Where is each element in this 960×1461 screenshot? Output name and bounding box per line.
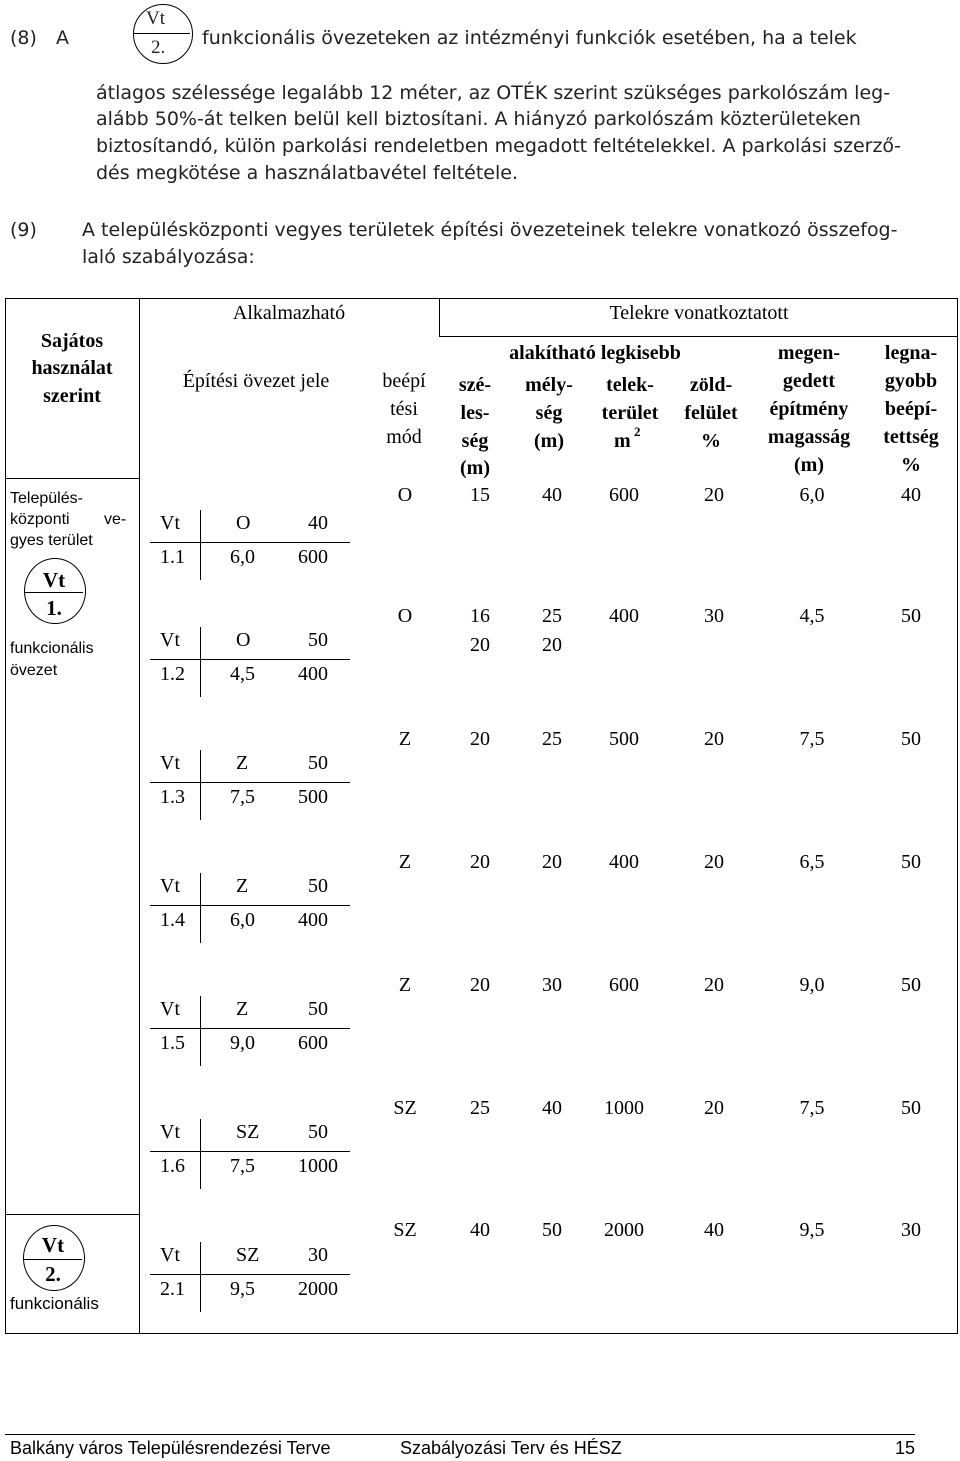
zone-box-hline [150, 542, 350, 543]
header-text: % [701, 430, 721, 452]
header-text: les- [460, 402, 490, 424]
zone-box-vline [200, 750, 201, 820]
cell-green: 20 [704, 484, 724, 506]
cell-area: 500 [609, 728, 639, 750]
zone-top-label: Vt [41, 1233, 65, 1257]
zone-min-area: 2000 [298, 1278, 338, 1300]
cell-green: 20 [704, 728, 724, 750]
zone-box-vline [200, 996, 201, 1066]
zone-top-label: Vt [42, 568, 66, 592]
cell-mode: SZ [393, 1219, 417, 1241]
zone-min-area: 500 [298, 786, 328, 808]
header-text: legna- [884, 342, 938, 364]
zone-box-vline [200, 627, 201, 697]
header-text: tési [390, 398, 418, 420]
zone-box-hline [150, 659, 350, 660]
cell-area: 1000 [604, 1097, 644, 1119]
header-text: megen- [777, 342, 841, 364]
header-text: Sajátos [40, 330, 104, 352]
header-text: gedett [782, 370, 836, 392]
header-telekre: Telekre vonatkoztatott [609, 302, 789, 324]
zone-code: Vt [160, 875, 180, 897]
footer-title: Balkány város Településrendezési Terve [10, 1438, 331, 1458]
col-sep-1 [139, 298, 140, 1334]
header-text: szerint [43, 385, 101, 407]
group-label-text: központi [10, 511, 70, 528]
zone-height: 9,5 [230, 1278, 255, 1300]
zone-sub: 1.6 [160, 1155, 185, 1177]
footer-subtitle: Szabályozási Terv és HÉSZ [400, 1438, 622, 1458]
cell-height: 9,5 [799, 1219, 825, 1241]
header-text: ség [535, 402, 563, 424]
zone-code: Vt [160, 512, 180, 534]
group-label-text: gyes terület [10, 532, 93, 549]
zone-sub: 1.5 [160, 1032, 185, 1054]
header-text: (m) [794, 454, 824, 476]
para-9-number: (9) [10, 219, 37, 241]
cell-area: 400 [609, 851, 639, 873]
zone-code-box [150, 1242, 350, 1314]
cell-coverage: 50 [901, 1097, 921, 1119]
cell-width: 16 [470, 605, 490, 627]
header-line-telekre [439, 336, 958, 337]
header-text: terület [601, 402, 659, 424]
zone-sub: 2.1 [160, 1278, 185, 1300]
header-epitesi-ovezet: Építési övezet jele [182, 370, 330, 392]
cell-mode: Z [398, 851, 412, 873]
cell-depth: 40 [542, 1097, 562, 1119]
cell-area: 600 [609, 484, 639, 506]
cell-coverage: 50 [901, 728, 921, 750]
header-text: mód [386, 426, 422, 448]
zone-coverage: 50 [308, 752, 328, 774]
para-8-article: A [56, 27, 69, 49]
cell-green: 40 [704, 1219, 724, 1241]
cell-depth: 20 [542, 851, 562, 873]
group-sep [5, 1214, 139, 1215]
cell-depth: 50 [542, 1219, 562, 1241]
zone-mode: SZ [236, 1121, 260, 1143]
zone-min-area: 400 [298, 909, 328, 931]
zone-sub: 1.2 [160, 663, 185, 685]
group-label-text: övezet [10, 662, 58, 679]
zone-min-area: 1000 [298, 1155, 338, 1177]
zone-code-box [150, 750, 350, 822]
para-8-line-3: alább 50%-át telken belül kell biztosítani. A hiányzó parkolószám közterületeken [96, 108, 861, 130]
cell-depth-alt: 20 [542, 634, 562, 656]
zone-box-hline [150, 1151, 350, 1152]
para-8-line-5: dés megkötése a használatbavétel feltétele. [96, 162, 518, 184]
zone-bottom-label: 2. [151, 37, 166, 58]
cell-mode: O [397, 484, 413, 506]
zone-top-label: Vt [146, 8, 165, 29]
cell-mode: O [397, 605, 413, 627]
zone-box-hline [150, 782, 350, 783]
para-9-line-2: laló szabályozása: [82, 246, 255, 268]
zone-min-area: 600 [298, 1032, 328, 1054]
cell-coverage: 50 [901, 974, 921, 996]
header-text: beépí [382, 370, 426, 392]
header-line-left [5, 478, 139, 479]
cell-coverage: 50 [901, 851, 921, 873]
cell-width: 40 [470, 1219, 490, 1241]
cell-depth: 40 [542, 484, 562, 506]
zone-height: 9,0 [230, 1032, 255, 1054]
para-8-line-1: funkcionális övezeteken az intézményi funkciók esetében, ha a telek [202, 27, 857, 49]
zone-box-hline [150, 1028, 350, 1029]
zone-divider [134, 33, 190, 34]
zone-box-hline [150, 905, 350, 906]
header-text: beépí- [884, 398, 938, 420]
zone-code: Vt [160, 1244, 180, 1266]
zone-height: 4,5 [230, 663, 255, 685]
zone-height: 7,5 [230, 1155, 255, 1177]
header-text: % [901, 454, 921, 476]
cell-area: 600 [609, 974, 639, 996]
zone-code: Vt [160, 1121, 180, 1143]
cell-depth: 30 [542, 974, 562, 996]
cell-height: 7,5 [799, 1097, 825, 1119]
zone-bottom-label: 2. [45, 1262, 61, 1286]
header-text: telek- [606, 374, 654, 396]
zone-mode: Z [236, 998, 249, 1020]
zone-coverage: 50 [308, 998, 328, 1020]
zone-min-area: 600 [298, 546, 328, 568]
header-text: ség [461, 430, 489, 452]
cell-width: 15 [470, 484, 490, 506]
group-label-text: funkcionális [10, 1294, 99, 1313]
para-8-number: (8) [10, 27, 37, 49]
header-text: használat [31, 357, 113, 379]
cell-width: 20 [470, 974, 490, 996]
group-label-text: Település- [10, 490, 83, 507]
cell-mode: SZ [393, 1097, 417, 1119]
zone-mode: Z [236, 752, 249, 774]
header-text: zöld- [689, 374, 733, 396]
zone-coverage: 50 [308, 629, 328, 651]
cell-coverage: 40 [901, 484, 921, 506]
header-text: mély- [525, 374, 573, 396]
header-text: magasság [767, 426, 851, 448]
zone-box-vline [200, 1242, 201, 1312]
cell-mode: Z [398, 728, 412, 750]
header-text: építmény [769, 398, 849, 420]
footer-page-number: 15 [895, 1438, 916, 1458]
header-text: szé- [458, 374, 492, 396]
cell-coverage: 50 [901, 605, 921, 627]
header-text: tettség [883, 426, 939, 448]
zone-box-vline [200, 873, 201, 943]
zone-box-vline [200, 1119, 201, 1189]
zone-coverage: 40 [308, 512, 328, 534]
zone-sub: 1.1 [160, 546, 185, 568]
cell-depth: 25 [542, 728, 562, 750]
cell-green: 20 [704, 974, 724, 996]
group-label-text: funkcionális [10, 640, 94, 657]
footer-rule [5, 1434, 915, 1435]
cell-width: 20 [470, 851, 490, 873]
cell-green: 30 [704, 605, 724, 627]
cell-height: 6,0 [799, 484, 825, 506]
cell-height: 7,5 [799, 728, 825, 750]
zone-code-box [150, 873, 350, 945]
zone-height: 6,0 [230, 546, 255, 568]
zone-code-box [150, 1119, 350, 1191]
cell-green: 20 [704, 1097, 724, 1119]
zone-code: Vt [160, 629, 180, 651]
para-8-line-4: biztosítandó, külön parkolási rendeletben megadott feltételekkel. A parkolási szerző- [96, 135, 901, 157]
cell-height: 6,5 [799, 851, 825, 873]
cell-width-alt: 20 [470, 634, 490, 656]
group-label-text: ve- [104, 511, 127, 528]
zone-bottom-label: 1. [46, 596, 62, 620]
zone-coverage: 30 [308, 1244, 328, 1266]
header-alakithato: alakítható legkisebb [509, 342, 681, 364]
cell-area: 2000 [604, 1219, 644, 1241]
cell-height: 9,0 [799, 974, 825, 996]
zone-code: Vt [160, 998, 180, 1020]
cell-height: 4,5 [799, 605, 825, 627]
cell-area: 400 [609, 605, 639, 627]
zone-coverage: 50 [308, 875, 328, 897]
zone-sub: 1.3 [160, 786, 185, 808]
zone-min-area: 400 [298, 663, 328, 685]
zone-height: 7,5 [230, 786, 255, 808]
cell-width: 20 [470, 728, 490, 750]
zone-code-box [150, 627, 350, 699]
cell-green: 20 [704, 851, 724, 873]
zone-mode: O [236, 629, 251, 651]
header-superscript: 2 [634, 424, 641, 439]
para-9-line-1: A településközponti vegyes területek építési övezeteinek telekre vonatkozó összefog- [82, 219, 898, 241]
header-text: m [614, 430, 631, 452]
zone-box-vline [200, 510, 201, 580]
zone-code: Vt [160, 752, 180, 774]
zone-sub: 1.4 [160, 909, 185, 931]
cell-mode: Z [398, 974, 412, 996]
zone-mode: O [236, 512, 251, 534]
header-alkalmazhato: Alkalmazható [232, 302, 346, 324]
zone-mode: SZ [236, 1244, 260, 1266]
header-text: (m) [460, 457, 490, 479]
zone-coverage: 50 [308, 1121, 328, 1143]
header-text: gyobb [884, 370, 938, 392]
cell-coverage: 30 [901, 1219, 921, 1241]
zone-code-box [150, 996, 350, 1068]
zone-box-hline [150, 1274, 350, 1275]
zone-height: 6,0 [230, 909, 255, 931]
zone-divider [24, 1259, 82, 1260]
header-text: felület [684, 402, 738, 424]
cell-depth: 25 [542, 605, 562, 627]
header-text: (m) [534, 430, 564, 452]
zone-mode: Z [236, 875, 249, 897]
cell-width: 25 [470, 1097, 490, 1119]
para-8-line-2: átlagos szélessége legalább 12 méter, az OTÉK szerint szükséges parkolószám leg- [96, 82, 891, 104]
zone-code-box [150, 510, 350, 582]
